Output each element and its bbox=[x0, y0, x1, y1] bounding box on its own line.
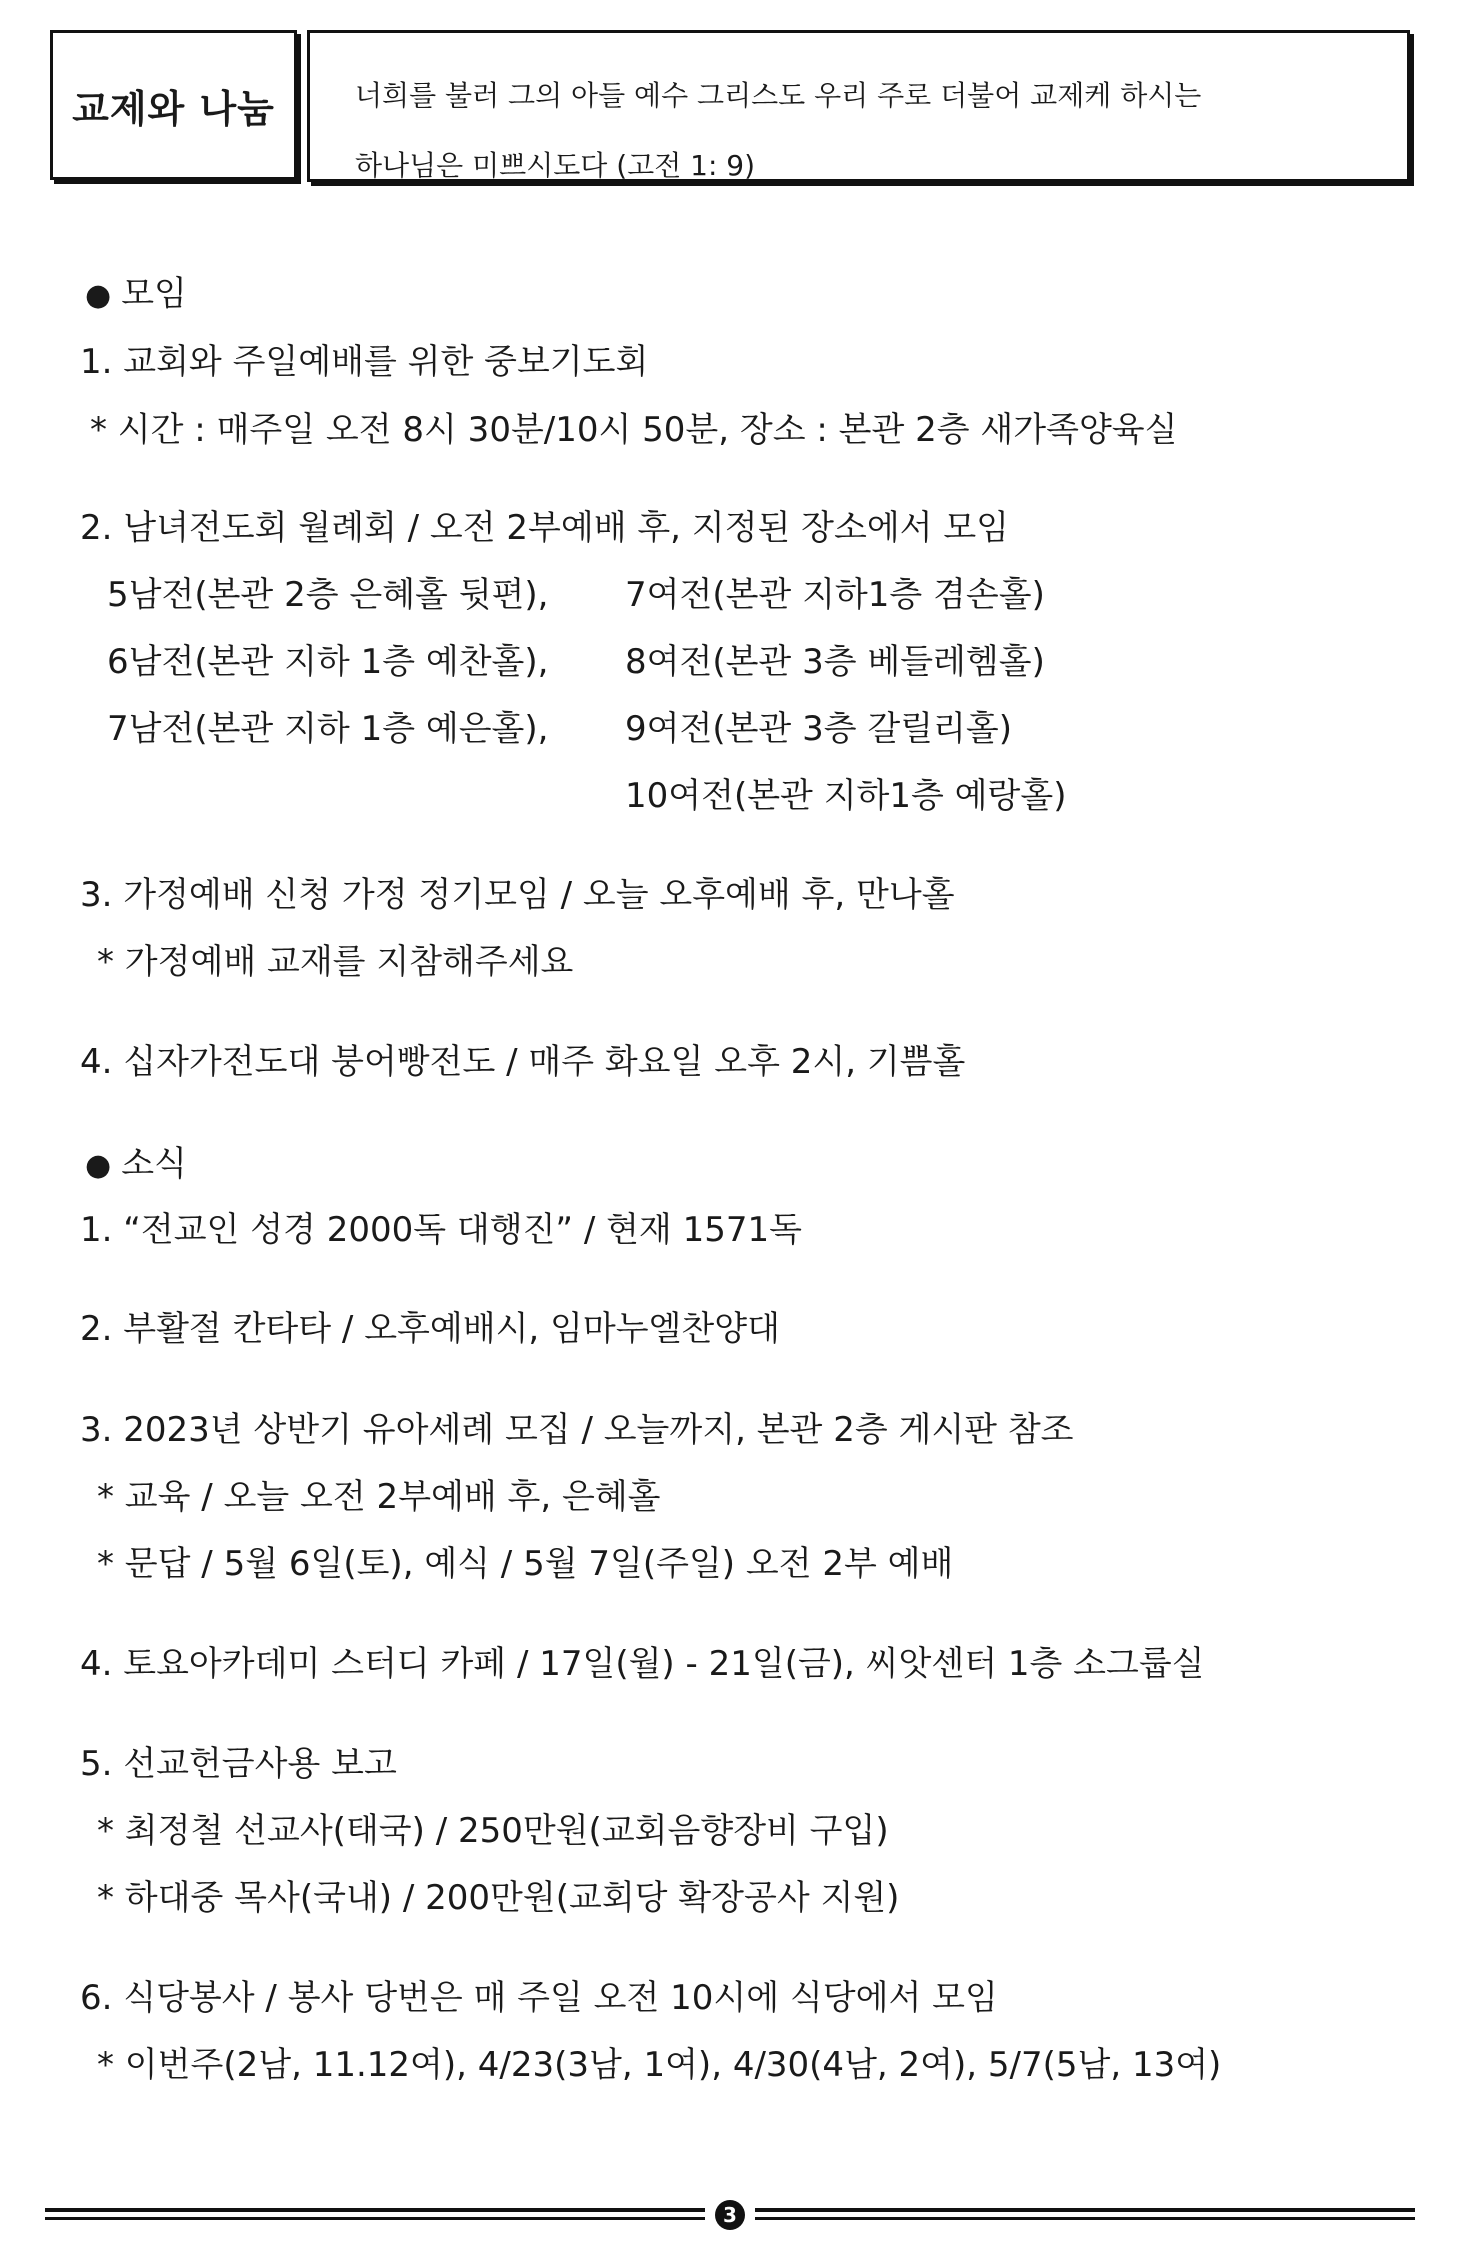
page-number: 3 bbox=[715, 2200, 745, 2230]
bullet-icon: ● bbox=[85, 278, 112, 313]
men-group-3: 7남전(본관 지하 1층 예은홀), bbox=[107, 709, 549, 749]
footer-rule-left bbox=[45, 2208, 705, 2212]
footer-rule-left-thin bbox=[45, 2217, 705, 2220]
verse-line-1: 너희를 불러 그의 아들 예수 그리스도 우리 주로 더불어 교제케 하시는 bbox=[355, 79, 1202, 112]
meeting-item-3-note: * 가정예배 교재를 지참해주세요 bbox=[97, 942, 574, 982]
verse-box bbox=[307, 30, 1410, 182]
footer-rule-right bbox=[755, 2208, 1415, 2212]
news-item-6-title: 6. 식당봉사 / 봉사 당번은 매 주일 오전 10시에 식당에서 모임 bbox=[80, 1978, 998, 2018]
meeting-item-1-note: * 시간 : 매주일 오전 8시 30분/10시 50분, 장소 : 본관 2층 새가족양육실 bbox=[90, 410, 1178, 450]
meeting-item-1-title: 1. 교회와 주일예배를 위한 중보기도회 bbox=[80, 342, 649, 382]
news-item-5-note-1: * 최정철 선교사(태국) / 250만원(교회음향장비 구입) bbox=[97, 1811, 889, 1851]
section-title: 교제와 나눔 bbox=[72, 86, 275, 131]
men-group-2: 6남전(본관 지하 1층 예찬홀), bbox=[107, 642, 549, 682]
women-group-3: 9여전(본관 3층 갈릴리홀) bbox=[625, 709, 1013, 749]
news-item-4: 4. 토요아카데미 스터디 카페 / 17일(월) - 21일(금), 씨앗센터 1층 소그룹실 bbox=[80, 1644, 1205, 1684]
meetings-heading: ● 모임 bbox=[85, 274, 187, 314]
women-group-1: 7여전(본관 지하1층 겸손홀) bbox=[625, 575, 1045, 615]
women-group-4: 10여전(본관 지하1층 예랑홀) bbox=[625, 776, 1067, 816]
news-item-3-title: 3. 2023년 상반기 유아세례 모집 / 오늘까지, 본관 2층 게시판 참조 bbox=[80, 1410, 1074, 1450]
news-item-2: 2. 부활절 칸타타 / 오후예배시, 임마누엘찬양대 bbox=[80, 1309, 780, 1349]
verse-line-2: 하나님은 미쁘시도다 (고전 1: 9) bbox=[355, 149, 756, 182]
news-heading: ● 소식 bbox=[85, 1144, 187, 1184]
news-item-3-note-2: * 문답 / 5월 6일(토), 예식 / 5월 7일(주일) 오전 2부 예배 bbox=[97, 1544, 954, 1584]
meeting-item-3-title: 3. 가정예배 신청 가정 정기모임 / 오늘 오후예배 후, 만나홀 bbox=[80, 875, 955, 915]
news-item-5-note-2: * 하대중 목사(국내) / 200만원(교회당 확장공사 지원) bbox=[97, 1878, 900, 1918]
men-group-1: 5남전(본관 2층 은혜홀 뒷편), bbox=[107, 575, 549, 615]
news-item-5-title: 5. 선교헌금사용 보고 bbox=[80, 1744, 397, 1784]
section-title-box bbox=[50, 30, 297, 180]
news-item-6-note: * 이번주(2남, 11.12여), 4/23(3남, 1여), 4/30(4남, 2여), 5/7(5남, 13여) bbox=[97, 2045, 1222, 2085]
page-footer bbox=[45, 2200, 1415, 2230]
women-group-2: 8여전(본관 3층 베들레헴홀) bbox=[625, 642, 1045, 682]
bullet-icon: ● bbox=[85, 1148, 112, 1183]
news-item-3-note-1: * 교육 / 오늘 오전 2부예배 후, 은혜홀 bbox=[97, 1477, 661, 1517]
meeting-item-2-title: 2. 남녀전도회 월례회 / 오전 2부예배 후, 지정된 장소에서 모임 bbox=[80, 508, 1010, 548]
footer-rule-right-thin bbox=[755, 2217, 1415, 2220]
news-item-1: 1. “전교인 성경 2000독 대행진” / 현재 1571독 bbox=[80, 1210, 802, 1250]
meeting-item-4-title: 4. 십자가전도대 붕어빵전도 / 매주 화요일 오후 2시, 기쁨홀 bbox=[80, 1042, 966, 1082]
